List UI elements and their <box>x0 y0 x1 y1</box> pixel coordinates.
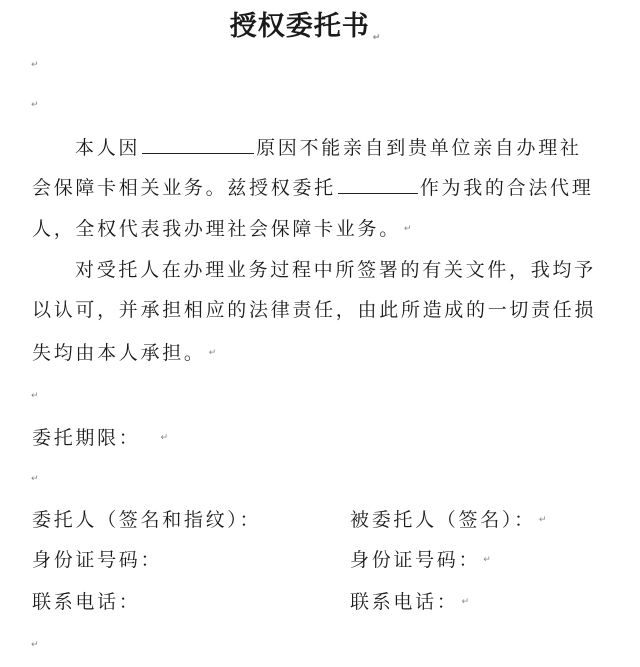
text: 人，全权代表我办理社会保障卡业务。 <box>32 218 401 240</box>
paragraph-mark-icon: ↵ <box>31 100 39 110</box>
reason-blank-field[interactable] <box>142 135 254 154</box>
principal-id-label: 身份证号码： <box>32 549 163 571</box>
principal-sign-label: 委托人（签名和指纹）： <box>32 509 262 531</box>
agent-id-label: 身份证号码： <box>350 549 481 571</box>
agent-sign-label: 被委托人（签名）： <box>350 509 536 531</box>
signature-line <box>32 507 261 533</box>
paragraph-mark-icon: ↵ <box>403 224 412 234</box>
text: 失均由本人承担。 <box>32 342 206 364</box>
paragraph-mark-icon: ↵ <box>208 348 217 358</box>
document-title <box>0 4 610 43</box>
title-text: 授权委托书 <box>229 11 370 42</box>
para2-line3 <box>32 340 216 366</box>
agent-name-blank-field[interactable] <box>338 175 418 194</box>
paragraph-mark-icon: ↵ <box>372 33 381 43</box>
text: 对受托人在办理业务过程中所签署的有关文件，我均予 <box>75 259 596 281</box>
text: 本人因 <box>75 137 141 159</box>
paragraph-mark-icon: ↵ <box>461 597 470 607</box>
paragraph-mark-icon: ↵ <box>483 555 491 565</box>
paragraph-mark-icon: ↵ <box>31 60 39 70</box>
text: 原因不能亲自到贵单位亲自办理社 <box>256 137 582 159</box>
text: 以认可，并承担相应的法律责任，由此所造成的一切责任损 <box>32 299 597 321</box>
para2-line2 <box>32 297 596 323</box>
text: 作为我的合法代理 <box>419 177 594 199</box>
paragraph-mark-icon: ↵ <box>31 640 39 650</box>
para1-line2 <box>32 175 593 201</box>
agent-signature-line <box>350 507 546 533</box>
para1-line1 <box>75 135 582 161</box>
phone-line <box>32 589 141 615</box>
period-line <box>32 425 168 451</box>
id-line <box>32 547 162 573</box>
paragraph-mark-icon: ↵ <box>31 391 39 401</box>
period-label: 委托期限： <box>32 427 141 449</box>
paragraph-mark-icon: ↵ <box>160 433 169 443</box>
para2-line1 <box>75 257 596 283</box>
agent-phone-label: 联系电话： <box>350 591 459 613</box>
agent-id-line <box>350 547 491 573</box>
para1-line3 <box>32 216 411 242</box>
agent-phone-line <box>350 589 469 615</box>
paragraph-mark-icon: ↵ <box>31 474 39 484</box>
principal-phone-label: 联系电话： <box>32 591 141 613</box>
paragraph-mark-icon: ↵ <box>538 515 547 525</box>
text: 会保障卡相关业务。兹授权委托 <box>32 177 336 199</box>
